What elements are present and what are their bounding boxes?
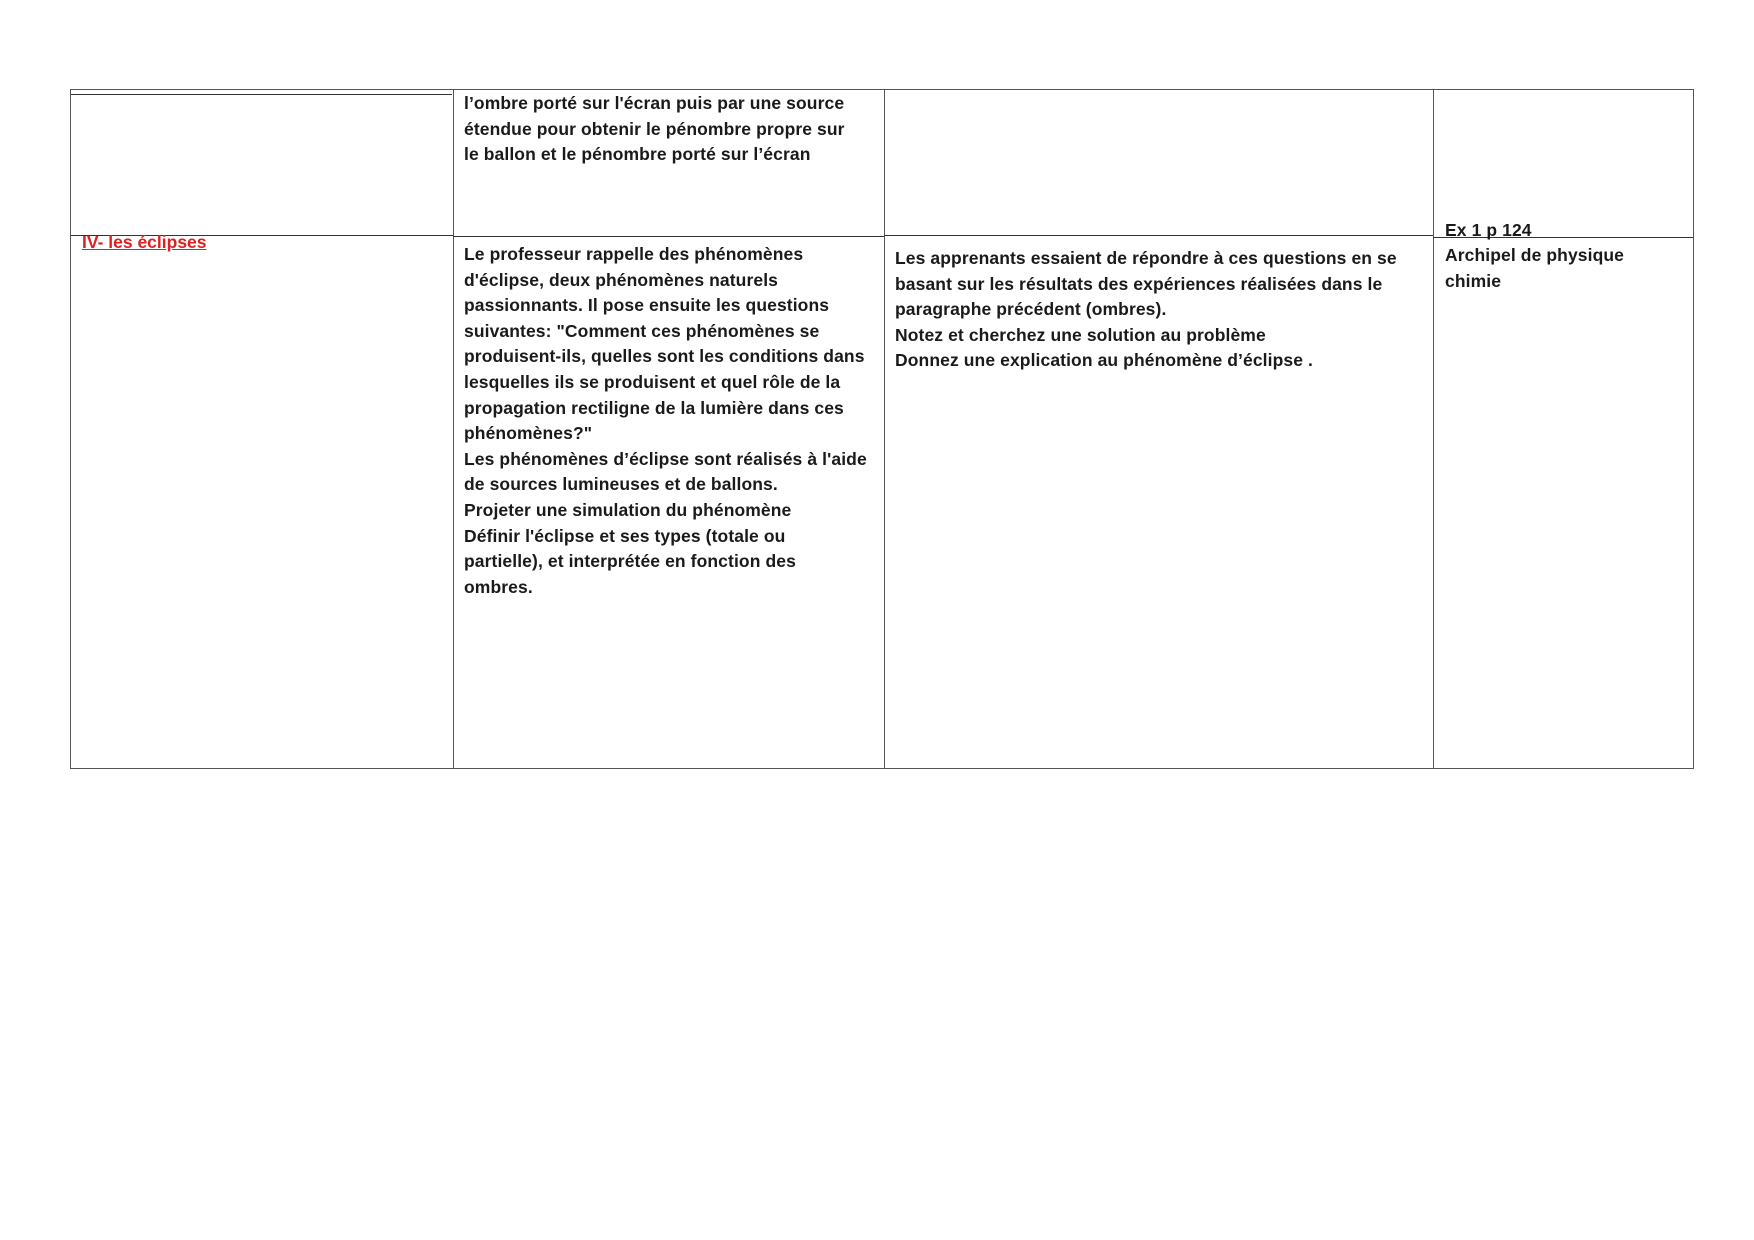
lesson-table (70, 89, 1694, 769)
section-title-eclipses: IV- les éclipses (82, 232, 207, 252)
row2-learner-activity-text: Les apprenants essaient de répondre à ces questions en se basant sur les résultats des expériences réalisées dans le paragraphe précédent (ombres). Notez et cherchez une solution au problème Donnez une explication au phénomène d’éclipse . (895, 248, 1397, 371)
row1-activity-text: l’ombre porté sur l'écran puis par une source étendue pour obtenir le pénombre propre sur le ballon et le pénombre porté sur l’écran (464, 93, 845, 165)
column-divider-2 (884, 90, 885, 768)
row-divider-col2 (453, 236, 884, 237)
row1-exercise-reference: Ex 1 p 124 (1445, 220, 1532, 240)
row2-teacher-activity-text: Le professeur rappelle des phénomènes d'éclipse, deux phénomènes naturels passionnants. Il pose ensuite les questions suivantes: "Comment ces phénomènes se produisent-ils, quelles sont les conditions dans lesquelles ils se produisent et quel rôle de la propagation rectiligne de la lumière dans ces phénomènes?" Les phénomènes d’éclipse sont réalisés à l'aide de sources lumineuses et de ballons. Projeter une simulation du phénomène Définir l'éclipse et ses types (totale ou partielle), et interprétée en fonction des ombres. (464, 244, 867, 597)
column-divider-3 (1433, 90, 1434, 768)
row2-resource-text: Archipel de physique chimie (1445, 245, 1624, 291)
row-divider-col3 (884, 235, 1433, 236)
first-column-top-rule (71, 94, 452, 95)
column-divider-1 (453, 90, 454, 768)
